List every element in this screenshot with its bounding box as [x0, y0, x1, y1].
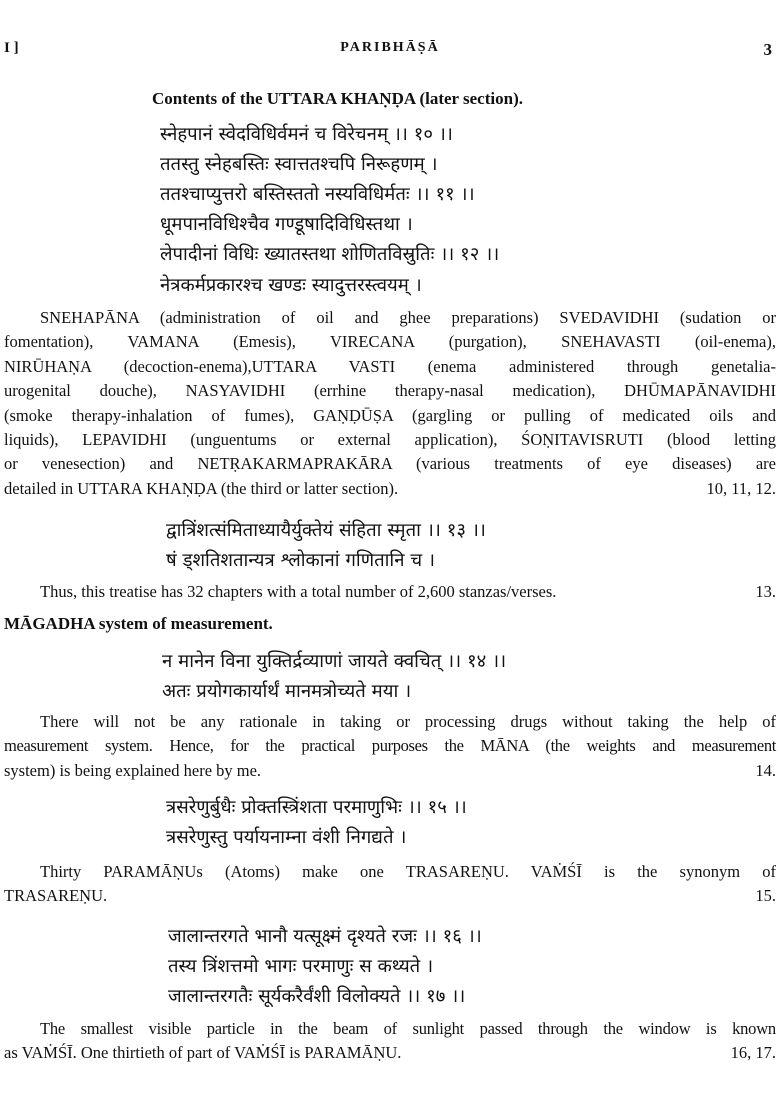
verse-line: ततस्तु स्नेहबस्तिः स्वात्ततश्चपि निरूहणम् । — [160, 154, 438, 175]
translation-line: Thirty PARAMĀṆUs (Atoms) make one TRASAREṆU. VAṀŚĪ is the synonym of — [40, 862, 776, 881]
translation-line: The smallest visible particle in the beam of sunlight passed through the window is known — [40, 1019, 776, 1038]
header-left-mark: I ] — [4, 40, 19, 56]
translation-line: urogenital douche), NASYAVIDHI (errhine therapy-nasal medication), DHŪMAPĀNAVIDHI — [4, 381, 776, 401]
translation-line: as VAṀŚĪ. One thirtieth of part of VAṀŚĪ is PARAMĀṆU. — [4, 1043, 402, 1063]
translation-line-last — [4, 1041, 776, 1065]
verse-line: लेपादीनां विधिः ख्यातस्तथा शोणितविस्रुतिः ।। १२ ।। — [160, 244, 500, 265]
translation-paragraph-4 — [4, 860, 776, 909]
translation-line: NIRŪHAṆA (decoction-enema),UTTARA VASTI (enema administered through genetalia- — [4, 356, 776, 376]
verse-reference: 13. — [755, 582, 776, 601]
page-number: 3 — [763, 40, 772, 59]
translation-paragraph-5 — [4, 1017, 776, 1066]
translation-line: Thus, this treatise has 32 chapters with a total number of 2,600 stanzas/verses. — [40, 582, 557, 601]
verse-reference: 14. — [755, 760, 776, 780]
verse-reference: 15. — [755, 886, 776, 906]
translation-line: (smoke therapy-inhalation of fumes), GAṆḌŪṢA (gargling or pulling of medicated oils and — [4, 405, 776, 425]
verse-line: अतः प्रयोगकार्यार्थं मानमत्रोच्यते मया । — [162, 681, 412, 702]
verse-line: जालान्तरगतैः सूर्यकरैर्वंशी विलोक्यते ।। १७ ।। — [168, 986, 466, 1007]
translation-line: SNEHAPĀNA (administration of oil and ghee preparations) SVEDAVIDHI (sudation or — [40, 308, 776, 327]
verse-line: तस्य त्रिंशत्तमो भागः परमाणुः स कथ्यते । — [168, 956, 434, 977]
verse-line: त्रसरेणुर्बुधैः प्रोक्तस्त्रिंशता परमाणुभिः ।। १५ ।। — [166, 797, 467, 818]
verse-line: नेत्रकर्मप्रकारश्च खण्डः स्यादुत्तरस्त्वयम् । — [160, 275, 422, 296]
translation-line-last — [4, 580, 776, 604]
verse-reference: 10, 11, 12. — [706, 478, 776, 498]
section-heading-uttara-khanda: Contents of the UTTARA KHAṆḌA (later section). — [152, 89, 523, 108]
translation-paragraph-3 — [4, 710, 776, 783]
translation-line: liquids), LEPAVIDHI (unguentums or external application), ŚOṆITAVISRUTI (blood letting — [4, 430, 776, 450]
translation-line-last — [4, 884, 776, 908]
translation-line: TRASAREṆU. — [4, 886, 108, 906]
translation-line: fomentation), VAMANA (Emesis), VIRECANA (purgation), SNEHAVASTI (oil-enema), — [4, 332, 776, 352]
translation-line: There will not be any rationale in taking or processing drugs without taking the help of — [40, 712, 776, 731]
translation-line-last — [4, 477, 776, 501]
translation-line: system) is being explained here by me. — [4, 760, 262, 780]
translation-line: or venesection) and NETṚAKARMAPRAKĀRA (various treatments of eye diseases) are — [4, 454, 776, 474]
verse-line: द्वात्रिंशत्संमिताध्यायैर्युक्तेयं संहिता स्मृता ।। १३ ।। — [166, 520, 486, 541]
verse-line: स्नेहपानं स्वेदविधिर्वमनं च विरेचनम् ।। १० ।। — [160, 124, 453, 145]
translation-line: measurement system. Hence, for the practical purposes the MĀNA (the weights and measurement — [4, 736, 776, 756]
verse-line: जालान्तरगते भानौ यत्सूक्ष्मं दृश्यते रजः ।। १६ ।। — [168, 926, 482, 947]
verse-line: षं ड्शतिशतान्यत्र श्लोकानां गणितानि च । — [166, 550, 435, 571]
section-heading-magadha: MĀGADHA system of measurement. — [4, 614, 273, 633]
verse-line: न मानेन विना युक्तिर्द्रव्याणां जायते क्वचित् ।। १४ ।। — [162, 651, 507, 672]
verse-reference: 16, 17. — [730, 1043, 776, 1063]
translation-line: detailed in UTTARA KHAṆḌA (the third or latter section). — [4, 478, 399, 498]
translation-paragraph-2 — [4, 580, 776, 604]
translation-paragraph-1 — [4, 306, 776, 501]
translation-line-last — [4, 759, 776, 783]
verse-line: धूमपानविधिश्चैव गण्डूषादिविधिस्तथा । — [160, 214, 413, 235]
verse-line: ततश्चाप्युत्तरो बस्तिस्ततो नस्यविधिर्मतः ।। ११ ।। — [160, 184, 475, 205]
running-title: PARIBHĀṢĀ — [340, 40, 440, 55]
verse-line: त्रसरेणुस्तु पर्यायनाम्ना वंशी निगद्यते । — [166, 827, 407, 848]
